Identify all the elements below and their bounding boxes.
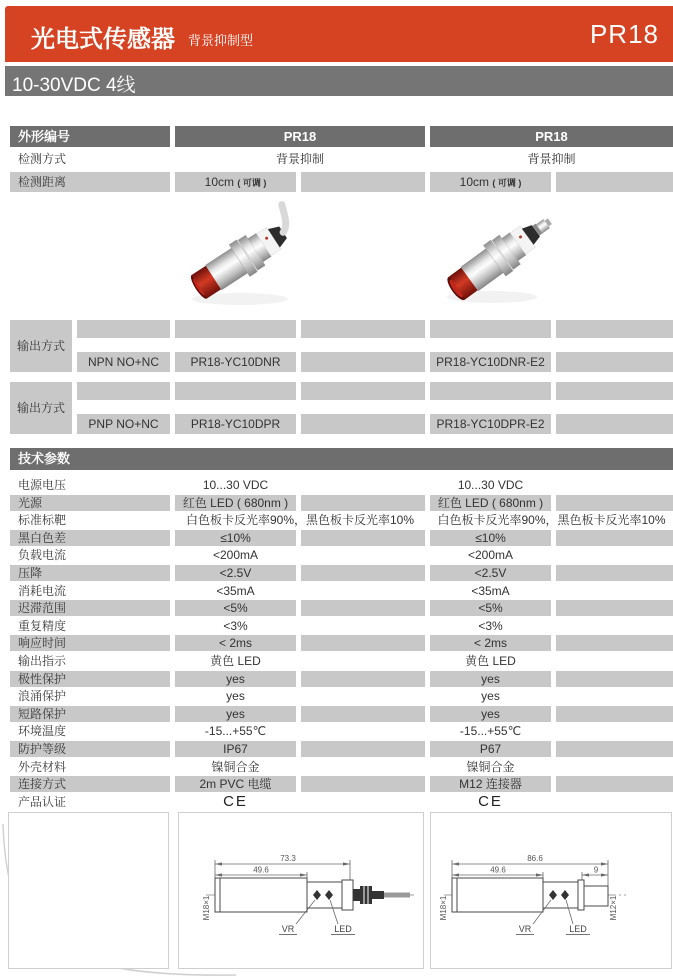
spec-row-value: yes <box>175 671 296 687</box>
spec-row-value: ≤10% <box>430 530 551 546</box>
detection-method-value: 背景抑制 <box>275 152 324 166</box>
output-cell-empty <box>301 414 425 434</box>
spec-row-value: <5% <box>175 600 296 616</box>
column2-header-label: PR18 <box>535 129 568 144</box>
spec-row-value: CE <box>223 793 248 810</box>
spec-row-value: 10...30 VDC <box>457 478 524 492</box>
spec-row-value: 黄色 LED <box>465 654 516 668</box>
spec-cell-empty <box>556 600 673 616</box>
spec-row-value: <3% <box>223 619 248 633</box>
spec-row-value: yes <box>430 706 551 722</box>
column2-header-cell <box>430 126 673 147</box>
left-corner-box <box>8 812 169 969</box>
output-cell-empty <box>556 352 673 372</box>
spec-cell-empty <box>556 741 673 757</box>
dim-connector: 9 <box>593 865 599 875</box>
spec-row-value: 镍铜合金 <box>211 760 260 774</box>
distance-main: 10cm <box>459 175 489 189</box>
spec-row-value: 2m PVC 电缆 <box>175 776 296 792</box>
spec-row-label: 环境温度 <box>18 724 67 738</box>
page-title: 光电式传感器 <box>31 26 175 53</box>
spec-row-label: 电源电压 <box>18 478 67 492</box>
output-cell-empty <box>430 320 551 338</box>
spec-cell-empty <box>556 635 673 651</box>
output-type-label: 输出方式 <box>10 382 72 434</box>
spec-row-value: 镍铜合金 <box>466 760 515 774</box>
spec-cell-empty <box>301 530 425 546</box>
dim-body: 49.6 <box>490 865 506 875</box>
spec-row-value: 10...30 VDC <box>202 478 269 492</box>
model-number: PR18-YC10DNR <box>175 352 296 372</box>
empty-cell <box>301 172 425 192</box>
spec-cell-empty <box>301 671 425 687</box>
spec-row-value: <200mA <box>467 548 514 562</box>
spec-row-label: 响应时间 <box>10 635 170 651</box>
dim-total: 86.6 <box>527 854 543 863</box>
output-cell-empty <box>77 320 170 338</box>
spec-row-value: <200mA <box>212 548 259 562</box>
spec-cell-empty <box>556 530 673 546</box>
distance-main: 10cm <box>204 175 234 189</box>
tech-params-title: 技术参数 <box>18 451 71 466</box>
detection-method-value: 背景抑制 <box>527 152 576 166</box>
spec-cell-empty <box>301 706 425 722</box>
spec-row-value: ≤10% <box>175 530 296 546</box>
spec-row-label: 连接方式 <box>10 776 170 792</box>
spec-row-label: 外壳材料 <box>18 760 67 774</box>
spec-cell-empty <box>556 706 673 722</box>
spec-row-label: 防护等级 <box>10 741 170 757</box>
spec-cell-empty <box>301 741 425 757</box>
spec-row-label: 重复精度 <box>18 619 67 633</box>
dimension-drawing-connector <box>430 812 672 969</box>
spec-row-label: 黑白色差 <box>10 530 170 546</box>
spec-row-value: yes <box>226 689 245 703</box>
spec-row-value: yes <box>175 706 296 722</box>
dim-connector-thread: M12×1 <box>609 895 618 921</box>
dim-thread: M18×1 <box>439 895 448 921</box>
spec-row-value: P67 <box>430 741 551 757</box>
spec-row-label: 产品认证 <box>18 795 67 809</box>
output-logic-type: NPN NO+NC <box>77 352 170 372</box>
output-cell-empty <box>556 382 673 400</box>
led-label: LED <box>569 924 587 934</box>
spec-row-value: 红色 LED ( 680nm ) <box>430 495 551 511</box>
product-photo-cable-sensor <box>182 197 307 315</box>
output-cell-empty <box>175 382 296 400</box>
spec-row-value: yes <box>481 689 500 703</box>
output-cell-empty <box>430 382 551 400</box>
distance-note: ( 可调 ) <box>237 178 267 188</box>
output-cell-empty <box>301 320 425 338</box>
column1-header-cell <box>175 126 425 147</box>
spec-row-label: 标准标靶 <box>18 513 67 527</box>
spec-row-value: <35mA <box>471 584 510 598</box>
model-number: PR18-YC10DNR-E2 <box>430 352 551 372</box>
output-type-label: 输出方式 <box>10 320 72 372</box>
spec-row-label: 迟滞范围 <box>10 600 170 616</box>
spec-row-value: CE <box>478 793 503 810</box>
corner-header-cell <box>10 126 170 147</box>
spec-cell-empty <box>556 776 673 792</box>
spec-cell-empty <box>301 600 425 616</box>
corner-header-label: 外形编号 <box>18 129 71 144</box>
dim-thread: M18×1 <box>202 895 211 921</box>
output-cell-empty <box>301 382 425 400</box>
page-header <box>5 6 673 62</box>
output-cell-empty <box>556 414 673 434</box>
spec-row-value: -15...+55℃ <box>204 724 267 738</box>
spec-cell-empty <box>301 776 425 792</box>
spec-cell-empty <box>301 635 425 651</box>
spec-row-value: <2.5V <box>430 565 551 581</box>
spec-row-label: 消耗电流 <box>18 584 67 598</box>
output-cell-empty <box>77 382 170 400</box>
detection-method-label: 检测方式 <box>18 152 67 166</box>
spec-row-label: 极性保护 <box>10 671 170 687</box>
spec-cell-empty <box>301 495 425 511</box>
output-cell-empty <box>301 352 425 372</box>
spec-cell-empty <box>556 495 673 511</box>
spec-row-value: 白色板卡反光率90%，黑色板卡反光率10% <box>185 513 415 527</box>
spec-row-value: <35mA <box>216 584 255 598</box>
detection-distance-value <box>430 172 551 192</box>
distance-note: ( 可调 ) <box>492 178 522 188</box>
led-label: LED <box>334 924 352 934</box>
tech-params-header <box>10 448 673 470</box>
spec-row-value: M12 连接器 <box>430 776 551 792</box>
spec-row-value: IP67 <box>175 741 296 757</box>
voltage-spec-bar <box>5 66 673 96</box>
output-cell-empty <box>175 320 296 338</box>
spec-row-value: 红色 LED ( 680nm ) <box>175 495 296 511</box>
spec-cell-empty <box>301 565 425 581</box>
spec-cell-empty <box>556 565 673 581</box>
spec-row-label: 光源 <box>10 495 170 511</box>
spec-row-value: <3% <box>478 619 503 633</box>
spec-row-value: 白色板卡反光率90%，黑色板卡反光率10% <box>437 513 666 527</box>
spec-row-value: <5% <box>430 600 551 616</box>
detection-distance-value <box>175 172 296 192</box>
spec-row-value: yes <box>430 671 551 687</box>
page-subtitle: 背景抑制型 <box>188 33 254 48</box>
dim-body: 49.6 <box>253 865 269 875</box>
spec-row-value: < 2ms <box>175 635 296 651</box>
spec-row-label: 短路保护 <box>10 706 170 722</box>
model-number: PR18-YC10DPR-E2 <box>430 414 551 434</box>
dimension-drawing-cable <box>178 812 424 969</box>
spec-row-label: 压降 <box>10 565 170 581</box>
model-number: PR18-YC10DPR <box>175 414 296 434</box>
dim-total: 73.3 <box>280 854 296 863</box>
product-series: PR18 <box>589 19 659 49</box>
spec-cell-empty <box>556 671 673 687</box>
vr-label: VR <box>281 924 295 934</box>
spec-row-value: -15...+55℃ <box>459 724 522 738</box>
spec-row-value: <2.5V <box>175 565 296 581</box>
detection-distance-label: 检测距离 <box>10 172 170 192</box>
output-logic-type: PNP NO+NC <box>77 414 170 434</box>
empty-cell <box>556 172 673 192</box>
spec-row-value: 黄色 LED <box>210 654 261 668</box>
product-photo-connector-sensor <box>437 197 562 315</box>
column1-header-label: PR18 <box>283 129 317 144</box>
spec-row-label: 负载电流 <box>18 548 67 562</box>
spec-row-label: 浪涌保护 <box>18 689 67 703</box>
output-cell-empty <box>556 320 673 338</box>
voltage-spec-text: 10-30VDC 4线 <box>12 75 136 96</box>
spec-row-label: 输出指示 <box>18 654 67 668</box>
vr-label: VR <box>518 924 532 934</box>
spec-row-value: < 2ms <box>430 635 551 651</box>
